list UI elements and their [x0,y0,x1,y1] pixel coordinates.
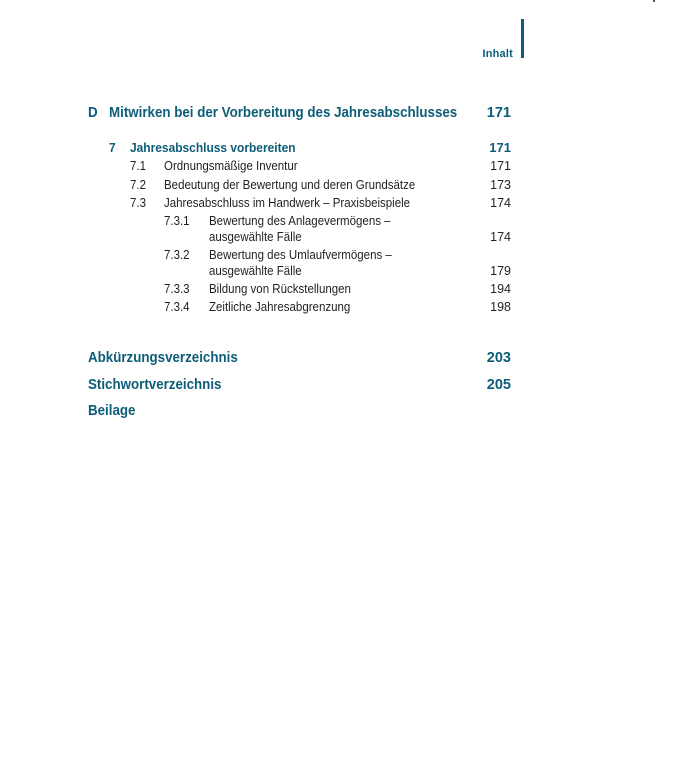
toc-chapter-number-wrap[interactable] [109,140,116,155]
running-header: Inhalt [482,48,513,60]
section-page: 174 [490,196,511,210]
subsection-page: 198 [490,300,511,314]
corner-mark [653,0,655,2]
toc-subsection-title[interactable]: Zeitliche Jahresabgrenzung [209,300,351,314]
part-letter: D [88,105,98,121]
section-number: 7.2 [130,178,146,192]
toc-chapter-title-wrap[interactable] [130,140,296,155]
toc-subsection-title-line1[interactable]: Bewertung des Umlaufvermögens – [209,248,392,262]
subsection-number: 7.3.3 [164,282,190,296]
subsection-page: 179 [490,264,511,278]
section-number: 7.1 [130,159,146,173]
toc-subsection-title-line2[interactable]: ausgewählte Fälle [209,264,302,278]
backmatter-page: 205 [486,377,511,393]
toc-subsection-title-line2[interactable]: ausgewählte Fälle [209,230,302,244]
subsection-number: 7.3.2 [164,248,190,262]
subsection-page: 174 [490,230,511,244]
toc-section-title[interactable]: Jahresabschluss im Handwerk – Praxisbeispiele [164,196,411,210]
toc-subsection-title-line1[interactable]: Bewertung des Anlagevermögens – [209,214,391,228]
toc-section-title[interactable]: Bedeutung der Bewertung und deren Grundsätze [164,178,416,192]
section-page: 171 [490,159,511,173]
backmatter-page: 203 [486,350,511,366]
section-number: 7.3 [130,196,146,210]
toc-part-title-wrap[interactable] [109,105,457,121]
part-title: Mitwirken bei der Vorbereitung des Jahresabschlusses [109,105,458,121]
chapter-number: 7 [109,140,116,155]
subsection-page: 194 [490,282,511,296]
section-page: 173 [490,178,511,192]
toc-subsection-title[interactable]: Bildung von Rückstellungen [209,282,351,296]
subsection-number: 7.3.1 [164,214,190,228]
toc-backmatter-title[interactable]: Stichwortverzeichnis [88,377,222,393]
subsection-number: 7.3.4 [164,300,190,314]
toc-section-title[interactable]: Ordnungsmäßige Inventur [164,159,298,173]
toc-part-entry[interactable] [88,105,98,121]
toc-backmatter-title[interactable]: Abkürzungsverzeichnis [88,350,238,366]
chapter-page: 171 [489,140,511,155]
header-accent-bar [521,19,524,58]
chapter-title: Jahresabschluss vorbereiten [130,140,296,155]
part-page: 171 [486,105,511,121]
toc-backmatter-title[interactable]: Beilage [88,403,136,419]
